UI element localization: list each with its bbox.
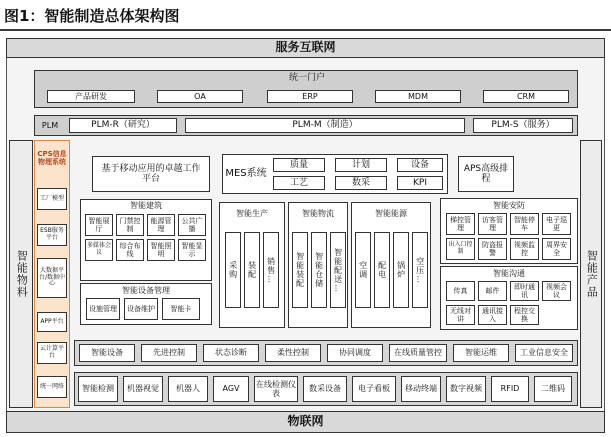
portal-section	[34, 70, 578, 108]
building-item: 公共广播	[178, 214, 206, 236]
energy-item: 空压…	[412, 232, 428, 308]
portal-label: 统一门户	[288, 72, 325, 83]
figure-title	[4, 4, 179, 26]
cps-item: 云计算平台	[37, 342, 67, 364]
cps-title: CPS信息物理系统	[37, 149, 67, 166]
production-title: 智能生产	[236, 209, 268, 219]
equipment-mgmt-item: 设备维护	[124, 298, 158, 320]
capability-item: 智能设备	[79, 344, 135, 362]
cps-item: 大数据平台/数据中心	[37, 258, 67, 298]
mes-item: 数采	[335, 176, 387, 190]
comm-item: 传真	[446, 281, 475, 301]
capability-item: 先进控制	[141, 344, 197, 362]
energy-title: 智能能源	[375, 209, 407, 219]
portal-item: MDM	[375, 90, 461, 103]
plm-item: PLM-M（制造）	[185, 118, 465, 133]
energy-item: 空调	[355, 232, 371, 308]
security-title: 智能安防	[493, 200, 525, 210]
comm-item: 程控交换	[510, 305, 539, 325]
device-item: 机器人	[168, 376, 208, 402]
capability-item: 智能运维	[453, 344, 509, 362]
device-item: 数字视频	[446, 376, 486, 402]
building-item: 门禁控制	[116, 214, 144, 236]
portal-item: ERP	[267, 90, 353, 103]
device-item: RFID	[491, 376, 529, 402]
figure-title-text: 图1：智能制造总体架构图	[4, 6, 180, 25]
plm-item: PLM-R（研究）	[69, 118, 177, 133]
device-item: 移动终端	[401, 376, 441, 402]
security-item: 梯控管理	[446, 213, 475, 235]
production-item: 销售…	[263, 232, 279, 308]
mes-section	[222, 154, 448, 194]
energy-item: 配电	[374, 232, 390, 308]
portal-item: 产品研发	[47, 90, 135, 103]
cps-item: 工厂模型	[37, 188, 67, 210]
device-item: 数采设备	[303, 376, 347, 402]
device-item: 二维码	[534, 376, 572, 402]
device-item: 机器视觉	[123, 376, 163, 402]
production-item: 采购	[225, 232, 241, 308]
comm-item: 邮件	[478, 281, 507, 301]
plm-label: PLM	[41, 120, 59, 130]
security-item: 访客管理	[478, 213, 507, 235]
comm-title: 智能沟通	[493, 268, 525, 278]
service-internet-bar: 服务互联网	[6, 38, 605, 58]
logistics-item: 智能装配	[292, 232, 308, 308]
equipment-mgmt-item: 智能卡	[162, 298, 200, 320]
device-item: AGV	[213, 376, 249, 402]
comm-item: 无线对讲	[446, 305, 475, 325]
mes-item: 工艺	[273, 176, 325, 190]
building-item: 智能显示	[178, 239, 206, 261]
mes-item: 设备	[397, 158, 443, 172]
building-item: 智能展厅	[85, 214, 113, 236]
equipment-mgmt-title: 智能设备管理	[122, 285, 170, 295]
security-item: 出入口控制	[446, 238, 475, 260]
energy-item: 锅炉	[393, 232, 409, 308]
logistics-item: 智能仓储	[311, 232, 327, 308]
security-item: 防盗报警	[478, 238, 507, 260]
title-divider	[0, 29, 611, 31]
plm-section	[34, 115, 578, 136]
building-item: 多媒体会议	[85, 239, 113, 261]
comm-item: 视频会议	[542, 281, 571, 301]
building-item: 智能照明	[147, 239, 175, 261]
security-item: 视频监控	[510, 238, 539, 260]
device-item: 在线检测仪表	[254, 376, 298, 402]
comm-item: 即时通讯	[510, 281, 539, 301]
security-item: 电子巡更	[542, 213, 571, 235]
plm-item: PLM-S（服务）	[473, 118, 573, 133]
security-item: 智能停车	[510, 213, 539, 235]
capability-item: 工业信息安全	[515, 344, 573, 362]
mes-item: 质量	[273, 158, 325, 172]
capability-item: 状态诊断	[203, 344, 259, 362]
portal-item: CRM	[483, 90, 569, 103]
mes-label: MES系统	[225, 168, 267, 180]
building-item: 能源管理	[147, 214, 175, 236]
device-item: 电子看板	[352, 376, 396, 402]
logistics-title: 智能物流	[302, 209, 334, 219]
smart-products-column: 智能产品	[580, 140, 602, 408]
iot-bar: 物联网	[6, 411, 605, 433]
capability-item: 柔性控制	[265, 344, 321, 362]
aps-box: APS高级排程	[458, 156, 514, 192]
cps-item: ESB服务平台	[37, 224, 67, 246]
device-item: 智能检测	[78, 376, 118, 402]
mes-item: 计划	[335, 158, 387, 172]
cps-item: APP平台	[37, 312, 67, 332]
building-item: 综合布线	[116, 239, 144, 261]
logistics-item: 智能配送…	[330, 232, 346, 308]
capability-item: 在线质量管控	[389, 344, 447, 362]
smart-materials-column: 智能物料	[9, 140, 33, 408]
smart-building-title: 智能建筑	[130, 201, 162, 211]
equipment-mgmt-item: 设施管理	[86, 298, 120, 320]
production-item: 装配	[244, 232, 260, 308]
mes-item: KPI	[397, 176, 443, 190]
mobile-platform-box: 基于移动应用的卓越工作平台	[92, 156, 210, 192]
capability-item: 协同调度	[327, 344, 383, 362]
security-item: 周界安全	[542, 238, 571, 260]
comm-item: 通讯接入	[478, 305, 507, 325]
cps-item: 统一网络	[37, 376, 67, 398]
portal-item: OA	[157, 90, 243, 103]
